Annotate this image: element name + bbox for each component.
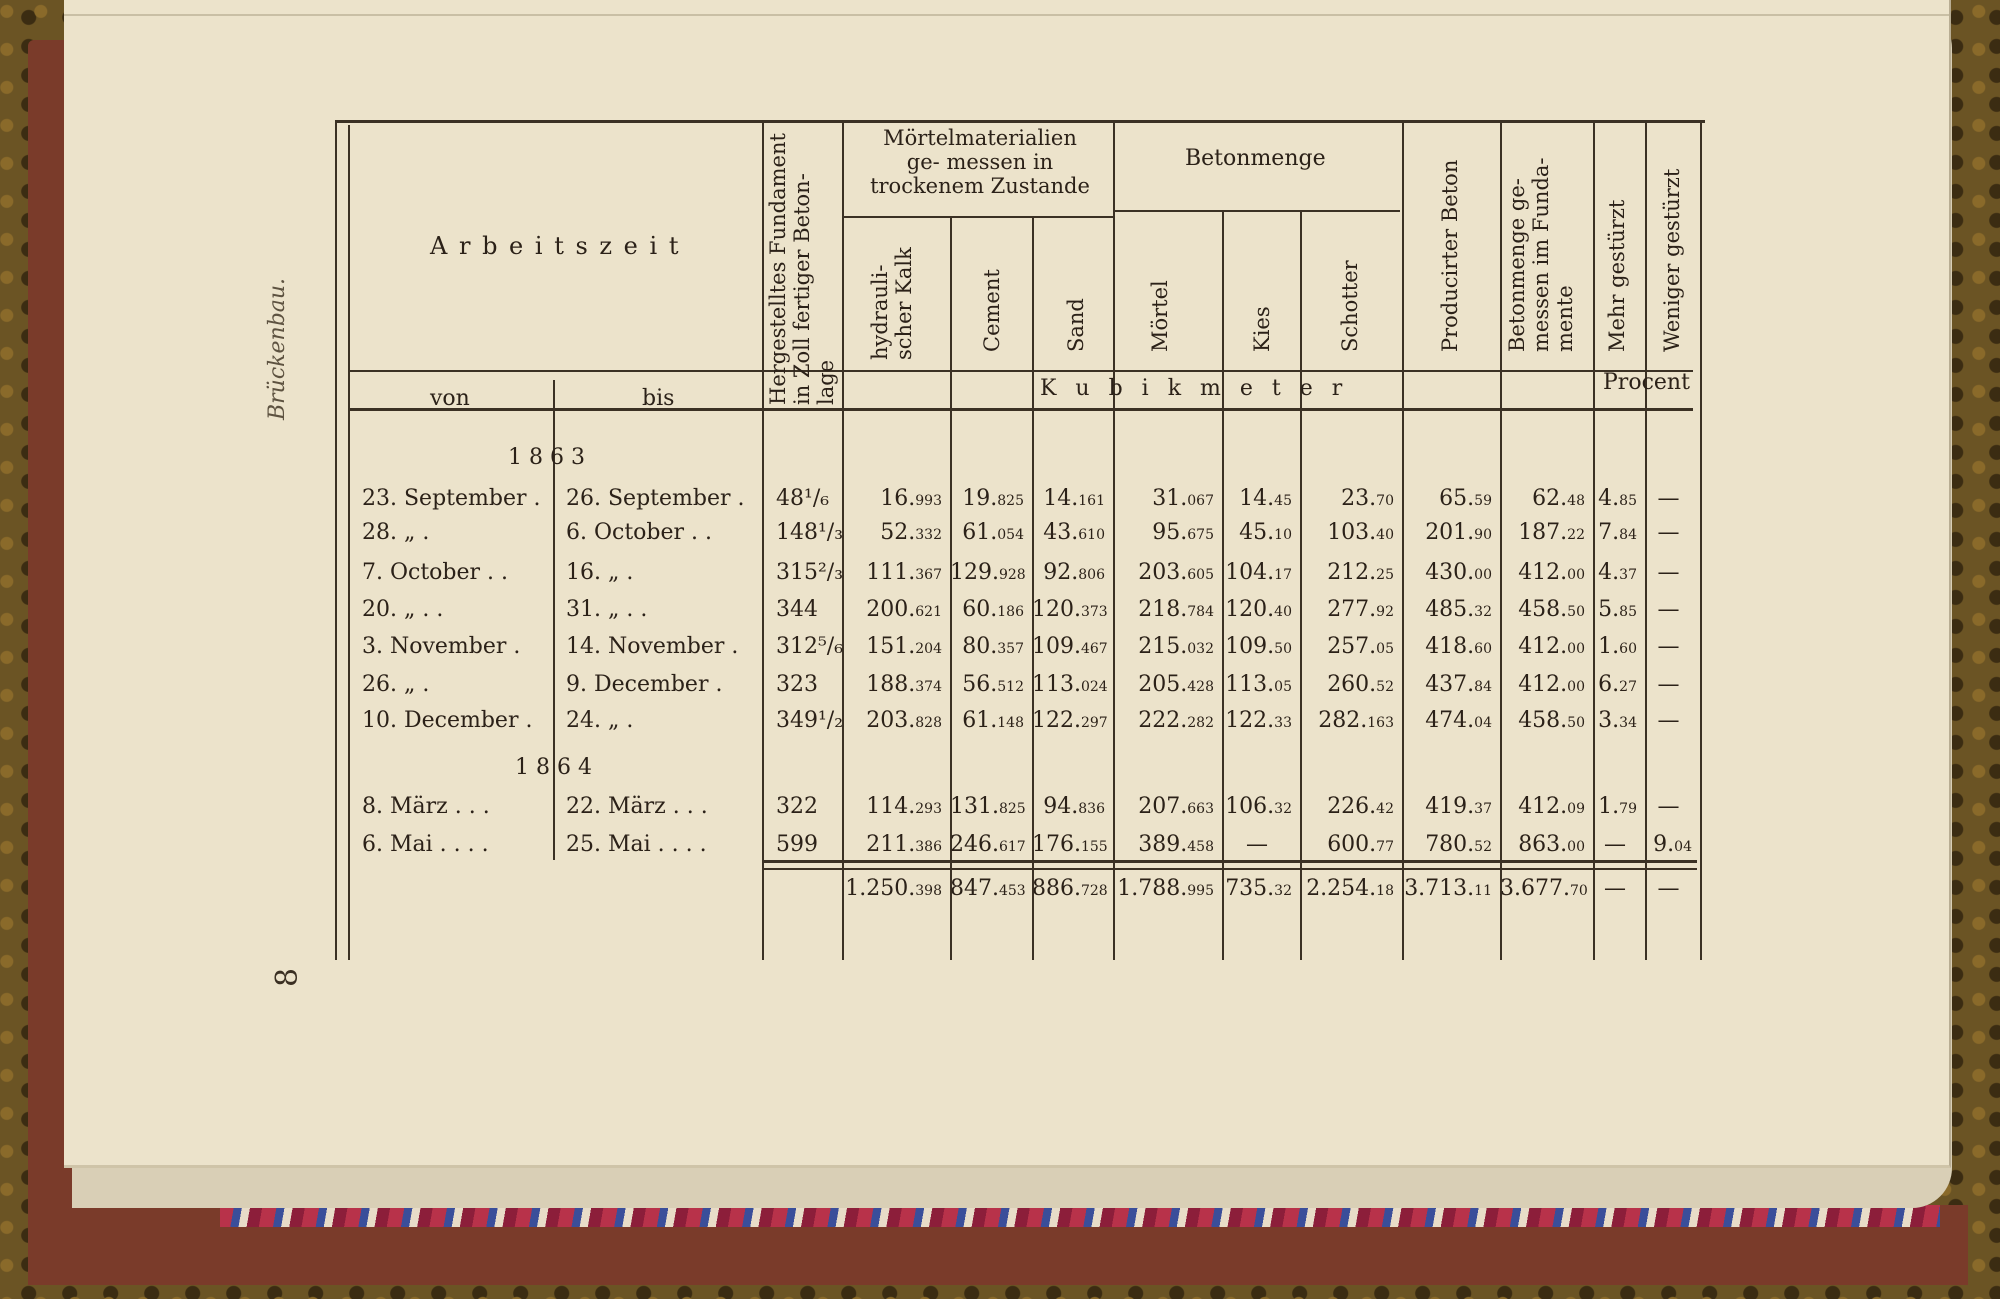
row-produc: 485.32 xyxy=(1425,597,1492,622)
row-moertel-decimals: 675 xyxy=(1187,527,1214,543)
row-cement-decimals: 054 xyxy=(997,527,1024,543)
row-schotter-decimals: 163 xyxy=(1367,715,1394,731)
row-produc: 430.00 xyxy=(1425,560,1492,585)
row-mehr: 1.79 xyxy=(1598,794,1637,819)
row-betonfund-decimals: 48 xyxy=(1567,493,1585,509)
rule-b xyxy=(762,120,764,960)
row-weniger: — xyxy=(1657,486,1680,511)
row-cement-decimals: 357 xyxy=(997,641,1024,657)
row-betonfund-decimals: 09 xyxy=(1567,801,1585,817)
weniger-header-line: Weniger gestürzt xyxy=(1660,168,1684,352)
row-cement-decimals: 825 xyxy=(997,493,1024,509)
row-sand-decimals: 024 xyxy=(1080,679,1108,695)
kies-header xyxy=(1250,306,1274,352)
kies-header-line: Kies xyxy=(1250,306,1274,352)
row-kies: — xyxy=(1246,832,1268,857)
row-moertel-decimals: 067 xyxy=(1187,493,1214,509)
row-weniger: — xyxy=(1657,520,1680,545)
betonfund-header-line: messen im Funda- xyxy=(1529,157,1553,352)
row-produc-decimals: 32 xyxy=(1474,604,1492,620)
row-betonfund-decimals: 00 xyxy=(1567,567,1585,583)
row-von: 10. December . xyxy=(362,708,533,733)
row-sand-decimals: 161 xyxy=(1078,493,1105,509)
betonfund-header-line: mente xyxy=(1553,285,1577,352)
row-kies-decimals: 45 xyxy=(1274,493,1292,509)
row-betonfund: 458.50 xyxy=(1518,708,1585,733)
row-moertel: 207.663 xyxy=(1138,794,1214,819)
row-sand: 122.297 xyxy=(1032,708,1108,733)
row-mehr-decimals: 79 xyxy=(1619,801,1637,817)
row-weniger: — xyxy=(1657,560,1680,585)
year-1863: 1 8 6 3 xyxy=(508,445,585,470)
row-hydr: 203.828 xyxy=(866,708,942,733)
row-bis: 14. November . xyxy=(566,634,739,659)
row-betonfund: 863.00 xyxy=(1518,832,1585,857)
row-schotter: 600.77 xyxy=(1327,832,1394,857)
row-moertel-decimals: 605 xyxy=(1187,567,1214,583)
fundament-header-line: in Zoll fertiger Beton- xyxy=(790,173,814,405)
running-head: Brückenbau. xyxy=(265,277,290,420)
sum-rule-1 xyxy=(762,860,1697,863)
row-produc: 418.60 xyxy=(1425,634,1492,659)
row-cement-decimals: 825 xyxy=(998,801,1026,817)
total-hydr-decimals: 398 xyxy=(915,883,942,899)
total-weniger: — xyxy=(1657,876,1680,901)
row-mehr-decimals: 85 xyxy=(1619,604,1637,620)
marbled-edge xyxy=(220,1205,1940,1227)
row-sand: 14.161 xyxy=(1043,486,1105,511)
row-betonfund-decimals: 22 xyxy=(1567,527,1585,543)
row-kies: 113.05 xyxy=(1225,672,1292,697)
row-mehr: 5.85 xyxy=(1598,597,1637,622)
row-moertel-decimals: 458 xyxy=(1187,839,1214,855)
hydr-header-line: scher Kalk xyxy=(892,247,916,360)
schotter-header xyxy=(1338,260,1362,352)
row-hydr-decimals: 386 xyxy=(915,839,942,855)
row-schotter: 282.163 xyxy=(1318,708,1394,733)
row-sand: 109.467 xyxy=(1032,634,1108,659)
row-moertel-decimals: 428 xyxy=(1187,679,1214,695)
row-produc: 65.59 xyxy=(1439,486,1492,511)
row-cement: 61.148 xyxy=(962,708,1024,733)
beton-rule xyxy=(1113,210,1400,212)
total-hydr: 1.250.398 xyxy=(845,876,942,901)
row-kies: 104.17 xyxy=(1225,560,1292,585)
schotter-header-line: Schotter xyxy=(1338,260,1362,352)
row-bis: 22. März . . . xyxy=(566,794,708,819)
row-betonfund: 412.00 xyxy=(1518,560,1585,585)
row-schotter: 277.92 xyxy=(1327,597,1394,622)
row-hydr: 114.293 xyxy=(866,794,942,819)
sand-header-line: Sand xyxy=(1064,298,1088,352)
row-schotter: 257.05 xyxy=(1327,634,1394,659)
row-cement: 19.825 xyxy=(962,486,1024,511)
row-sand: 113.024 xyxy=(1032,672,1108,697)
row-produc-decimals: 84 xyxy=(1474,679,1492,695)
row-schotter-decimals: 42 xyxy=(1376,801,1394,817)
row-schotter: 103.40 xyxy=(1327,520,1394,545)
row-fundament: 323 xyxy=(776,672,818,697)
row-von: 26. „ . xyxy=(362,672,430,697)
row-moertel: 218.784 xyxy=(1138,597,1214,622)
row-bis: 31. „ . . xyxy=(566,597,648,622)
row-cement-decimals: 512 xyxy=(997,679,1024,695)
row-mehr-decimals: 85 xyxy=(1619,493,1637,509)
mortel-header: Mörtelmaterialien ge- messen in trockenem Zustande xyxy=(870,126,1090,198)
row-kies: 109.50 xyxy=(1225,634,1292,659)
fundament-header-line: Hergestelltes Fundament xyxy=(766,133,790,405)
row-kies-decimals: 10 xyxy=(1274,527,1292,543)
produc-header xyxy=(1438,160,1462,352)
row-mehr: 4.37 xyxy=(1598,560,1637,585)
row-hydr: 52.332 xyxy=(880,520,942,545)
row-kies: 14.45 xyxy=(1239,486,1292,511)
row-kies-decimals: 50 xyxy=(1274,641,1292,657)
row-cement: 80.357 xyxy=(962,634,1024,659)
row-betonfund: 458.50 xyxy=(1518,597,1585,622)
row-fundament: 148¹/₃ xyxy=(776,520,844,545)
mehr-header xyxy=(1605,200,1629,352)
row-hydr-decimals: 374 xyxy=(915,679,942,695)
moertel-header xyxy=(1148,280,1172,352)
weniger-header xyxy=(1660,169,1684,352)
row-bis: 16. „ . xyxy=(566,560,634,585)
row-produc: 201.90 xyxy=(1425,520,1492,545)
row-cement-decimals: 928 xyxy=(998,567,1026,583)
rule-von xyxy=(348,125,350,960)
unit-rule xyxy=(348,370,1693,372)
row-hydr-decimals: 293 xyxy=(915,801,942,817)
row-schotter-decimals: 25 xyxy=(1376,567,1394,583)
row-schotter: 260.52 xyxy=(1327,672,1394,697)
row-moertel-decimals: 784 xyxy=(1187,604,1214,620)
row-betonfund: 412.09 xyxy=(1518,794,1585,819)
row-moertel: 203.605 xyxy=(1138,560,1214,585)
row-cement-decimals: 148 xyxy=(997,715,1024,731)
row-von: 3. November . xyxy=(362,634,521,659)
row-kies: 120.40 xyxy=(1225,597,1292,622)
row-bis: 25. Mai . . . . xyxy=(566,832,707,857)
row-cement: 129.928 xyxy=(950,560,1026,585)
row-betonfund-decimals: 50 xyxy=(1567,715,1585,731)
row-produc: 437.84 xyxy=(1425,672,1492,697)
row-schotter-decimals: 92 xyxy=(1376,604,1394,620)
row-kies: 106.32 xyxy=(1225,794,1292,819)
total-betonfund-decimals: 70 xyxy=(1569,883,1588,899)
row-hydr: 211.386 xyxy=(866,832,942,857)
row-betonfund: 412.00 xyxy=(1518,672,1585,697)
total-produc: 3.713.11 xyxy=(1404,876,1492,901)
row-fundament: 599 xyxy=(776,832,818,857)
fundament-header xyxy=(766,133,838,405)
row-sand-decimals: 297 xyxy=(1080,715,1108,731)
sand-header xyxy=(1064,298,1088,352)
procent-header: Procent xyxy=(1603,370,1690,395)
row-weniger: — xyxy=(1657,634,1680,659)
row-hydr-decimals: 993 xyxy=(915,493,942,509)
arbeitszeit-header: A r b e i t s z e i t xyxy=(430,232,681,260)
row-hydr-decimals: 367 xyxy=(915,567,942,583)
row-kies: 45.10 xyxy=(1239,520,1292,545)
rule-a xyxy=(335,120,337,960)
row-sand: 43.610 xyxy=(1043,520,1105,545)
rule-m xyxy=(1700,120,1702,960)
total-kies-decimals: 32 xyxy=(1274,883,1292,899)
row-mehr-decimals: 60 xyxy=(1619,641,1637,657)
row-hydr-decimals: 204 xyxy=(915,641,942,657)
row-schotter-decimals: 52 xyxy=(1376,679,1394,695)
row-betonfund: 187.22 xyxy=(1518,520,1585,545)
total-schotter-decimals: 18 xyxy=(1376,883,1394,899)
page-fold xyxy=(64,14,1949,16)
row-hydr-decimals: 332 xyxy=(915,527,942,543)
row-cement: 61.054 xyxy=(962,520,1024,545)
row-moertel-decimals: 282 xyxy=(1187,715,1214,731)
row-moertel: 389.458 xyxy=(1138,832,1214,857)
row-weniger: — xyxy=(1657,794,1680,819)
total-moertel: 1.788.995 xyxy=(1117,876,1214,901)
row-mehr-decimals: 27 xyxy=(1619,679,1637,695)
row-produc: 780.52 xyxy=(1425,832,1492,857)
row-produc-decimals: 59 xyxy=(1474,493,1492,509)
row-hydr: 188.374 xyxy=(866,672,942,697)
row-hydr: 200.621 xyxy=(866,597,942,622)
hydr-header xyxy=(868,247,916,360)
mehr-header-line: Mehr gestürzt xyxy=(1605,199,1629,352)
cement-header xyxy=(980,269,1004,352)
mortel-rule xyxy=(842,216,1113,218)
row-betonfund-decimals: 00 xyxy=(1567,641,1585,657)
row-cement-decimals: 186 xyxy=(997,604,1024,620)
row-von: 20. „ . . xyxy=(362,597,444,622)
hydr-header-line: hydrauli- xyxy=(868,264,892,360)
row-moertel: 31.067 xyxy=(1152,486,1214,511)
row-sand-decimals: 610 xyxy=(1078,527,1105,543)
row-produc-decimals: 60 xyxy=(1474,641,1492,657)
row-moertel: 215.032 xyxy=(1138,634,1214,659)
head-rule xyxy=(348,408,1693,411)
row-schotter-decimals: 77 xyxy=(1376,839,1394,855)
row-schotter: 23.70 xyxy=(1341,486,1394,511)
row-schotter: 226.42 xyxy=(1327,794,1394,819)
row-schotter-decimals: 40 xyxy=(1376,527,1394,543)
row-mehr: 6.27 xyxy=(1598,672,1637,697)
row-sand: 176.155 xyxy=(1032,832,1108,857)
row-weniger: — xyxy=(1657,597,1680,622)
row-hydr: 111.367 xyxy=(866,560,942,585)
row-cement: 56.512 xyxy=(962,672,1024,697)
total-cement-decimals: 453 xyxy=(998,883,1026,899)
total-produc-decimals: 11 xyxy=(1474,883,1492,899)
row-hydr-decimals: 621 xyxy=(915,604,942,620)
row-mehr: 4.85 xyxy=(1598,486,1637,511)
row-cement: 246.617 xyxy=(950,832,1026,857)
row-cement: 131.825 xyxy=(950,794,1026,819)
row-fundament: 344 xyxy=(776,597,818,622)
row-cement: 60.186 xyxy=(962,597,1024,622)
row-fundament: 312⁵/₆ xyxy=(776,634,844,659)
total-schotter: 2.254.18 xyxy=(1306,876,1394,901)
row-moertel: 95.675 xyxy=(1152,520,1214,545)
kubikmeter-header: K u b i k m e t e r xyxy=(1040,376,1349,401)
row-betonfund: 62.48 xyxy=(1532,486,1585,511)
row-weniger: — xyxy=(1657,672,1680,697)
row-hydr-decimals: 828 xyxy=(915,715,942,731)
row-moertel: 205.428 xyxy=(1138,672,1214,697)
row-weniger: 9.04 xyxy=(1653,832,1692,857)
row-schotter-decimals: 05 xyxy=(1376,641,1394,657)
row-fundament: 322 xyxy=(776,794,818,819)
row-produc: 419.37 xyxy=(1425,794,1492,819)
row-mehr-decimals: 84 xyxy=(1619,527,1637,543)
row-moertel: 222.282 xyxy=(1138,708,1214,733)
row-von: 6. Mai . . . . xyxy=(362,832,489,857)
row-produc-decimals: 52 xyxy=(1474,839,1492,855)
row-bis: 26. September . xyxy=(566,486,745,511)
row-sand: 92.806 xyxy=(1043,560,1105,585)
row-bis: 6. October . . xyxy=(566,520,713,545)
row-betonfund-decimals: 00 xyxy=(1567,679,1585,695)
row-fundament: 349¹/₂ xyxy=(776,708,844,733)
total-sand: 886.728 xyxy=(1032,876,1108,901)
row-mehr-decimals: 34 xyxy=(1619,715,1637,731)
sum-rule-2 xyxy=(762,868,1697,870)
row-betonfund: 412.00 xyxy=(1518,634,1585,659)
total-cement: 847.453 xyxy=(950,876,1026,901)
row-kies-decimals: 40 xyxy=(1274,604,1292,620)
row-hydr: 16.993 xyxy=(880,486,942,511)
row-von: 28. „ . xyxy=(362,520,430,545)
row-kies: 122.33 xyxy=(1225,708,1292,733)
total-moertel-decimals: 995 xyxy=(1187,883,1214,899)
row-sand: 120.373 xyxy=(1032,597,1108,622)
betonfund-header-line: Betonmenge ge- xyxy=(1505,178,1529,352)
row-kies-decimals: 17 xyxy=(1274,567,1292,583)
row-sand: 94.836 xyxy=(1043,794,1105,819)
row-mehr: 3.34 xyxy=(1598,708,1637,733)
row-von: 23. September . xyxy=(362,486,541,511)
cement-header-line: Cement xyxy=(980,269,1004,352)
total-mehr: — xyxy=(1604,876,1626,901)
row-hydr: 151.204 xyxy=(866,634,942,659)
row-mehr-decimals: 37 xyxy=(1619,567,1637,583)
row-schotter-decimals: 70 xyxy=(1376,493,1394,509)
row-weniger: — xyxy=(1657,708,1680,733)
bis-header: bis xyxy=(642,386,675,411)
row-sand-decimals: 836 xyxy=(1078,801,1105,817)
betonmenge-header: Betonmenge xyxy=(1185,146,1326,171)
row-von: 8. März . . . xyxy=(362,794,490,819)
row-fundament: 48¹/₆ xyxy=(776,486,830,511)
row-mehr: — xyxy=(1604,832,1626,857)
row-sand-decimals: 373 xyxy=(1080,604,1108,620)
row-mehr: 7.84 xyxy=(1598,520,1637,545)
row-sand-decimals: 467 xyxy=(1080,641,1108,657)
row-moertel-decimals: 032 xyxy=(1187,641,1214,657)
row-produc-decimals: 00 xyxy=(1474,567,1492,583)
total-sand-decimals: 728 xyxy=(1080,883,1108,899)
von-header: von xyxy=(430,386,470,411)
row-kies-decimals: 05 xyxy=(1274,679,1292,695)
fundament-header-line: lage xyxy=(814,359,838,405)
row-sand-decimals: 155 xyxy=(1080,839,1108,855)
moertel-header-line: Mörtel xyxy=(1148,280,1172,352)
row-bis: 9. December . xyxy=(566,672,723,697)
row-kies-decimals: 33 xyxy=(1274,715,1292,731)
year-1864: 1 8 6 4 xyxy=(515,755,592,780)
row-sand-decimals: 806 xyxy=(1078,567,1105,583)
total-betonfund: 3.677.70 xyxy=(1500,876,1588,901)
row-produc: 474.04 xyxy=(1425,708,1492,733)
produc-header-line: Producirter Beton xyxy=(1438,159,1462,352)
row-kies-decimals: 32 xyxy=(1274,801,1292,817)
row-produc-decimals: 04 xyxy=(1474,715,1492,731)
row-betonfund-decimals: 50 xyxy=(1567,604,1585,620)
row-produc-decimals: 90 xyxy=(1474,527,1492,543)
total-kies: 735.32 xyxy=(1225,876,1292,901)
row-produc-decimals: 37 xyxy=(1474,801,1492,817)
page-number: 8 xyxy=(270,967,306,988)
row-cement-decimals: 617 xyxy=(998,839,1026,855)
row-mehr: 1.60 xyxy=(1598,634,1637,659)
row-weniger-decimals: 04 xyxy=(1674,839,1692,855)
row-bis: 24. „ . xyxy=(566,708,634,733)
row-fundament: 315²/₃ xyxy=(776,560,844,585)
betonfund-header xyxy=(1505,157,1577,352)
row-von: 7. October . . xyxy=(362,560,509,585)
row-moertel-decimals: 663 xyxy=(1187,801,1214,817)
row-betonfund-decimals: 00 xyxy=(1567,839,1585,855)
row-schotter: 212.25 xyxy=(1327,560,1394,585)
